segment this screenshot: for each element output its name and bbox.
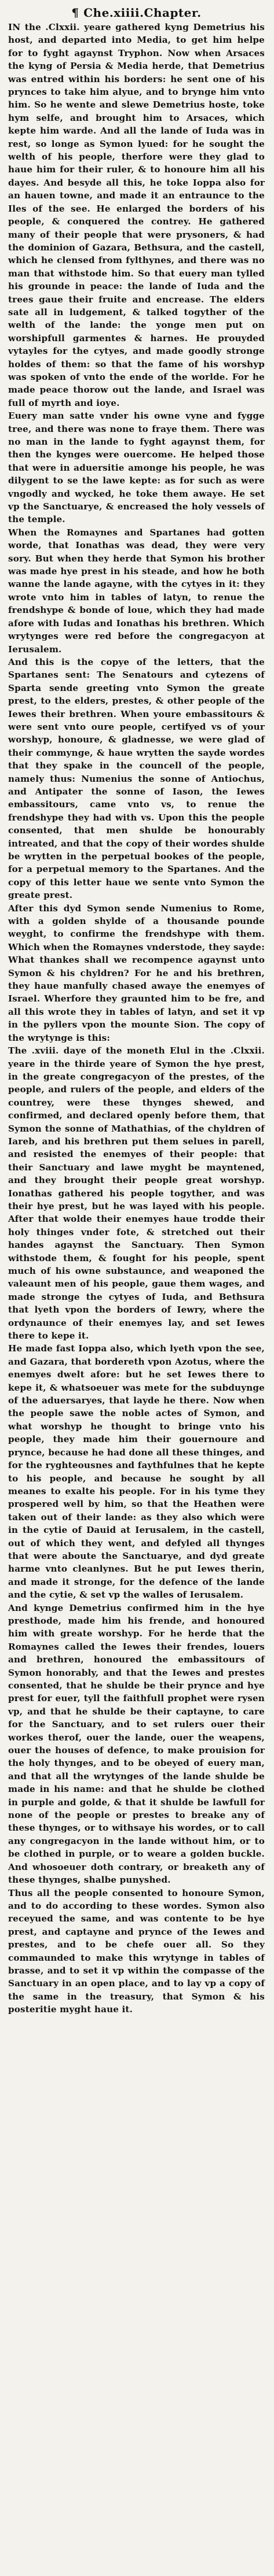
paragraph: The .xviii. daye of the moneth Elul in the .Clxxii. yeare in the thirde yeare of Symon the hye prest, in the greate congregacyon of the prestes, of the people, and rulers of the people, and elders of the countrey, were these thynges shewed, and confirmed, and declared openly before them, that Symon the sonne of Mathathias, of the chyldren of Iareb, and his brethren put them selues in parell, and resisted the enemyes of their people: that their Sanctuary and lawe myght be mayntened, and they brought their people great worshyp. Ionathas gathered his people togyther, and was their hye prest, but he was layed with his people. After that wolde their enemyes haue trodde their holy thinges vnder fote, & stretched out their handes agaynst the Sanctuary. Then Symon withstode them, & fought for his people, spent much of his owne substaunce, and weaponed the valeaunt men of his people, gaue them wages, and made stronge the cytyes of Iuda, and Bethsura that lyeth vpon the borders of Iewry, where the ordynaunce of their enemyes lay, and set Iewes there to kepe it. (8, 1045, 265, 1341)
paragraph: When the Romaynes and Spartanes had gotten worde, that Ionathas was dead, they were very sory. But when they herde that Symon his brother was made hye prest in his steade, and how he both wanne the lande agayne, with the cytyes in it: they wrote vnto him in tables of latyn, to renue the frendshype & bonde of loue, which they had made afore with Iudas and Ionathas his brethren. Which wrytynges were red before the congregacyon at Ierusalem. (8, 527, 265, 655)
paragraph: Thus all the people consented to honoure Symon, and to do according to these wordes. Symon also receyued the same, and was contente to be hye prest, and captayne and prynce of the Iewes and prestes, and to be chefe ouer all. So they commaunded to make this wrytynge in tables of brasse, and to set it vp within the compasse of the Sanctuary in an open place, and to lay vp a copy of the same in the treasury, that Symon & his posteritie myght haue it. (8, 1887, 265, 2015)
paragraph: After this dyd Symon sende Numenius to Rome, with a golden shylde of a thousande pounde weyght, to confirme the frendshype with them. Which when the Romaynes vnderstode, they sayde: What thankes shall we recompence agaynst unto Symon & his chyldren? For he and his brethren, they haue manfully chased awaye the enemyes of Israel. Wherfore they graunted him to be fre, and all this wrote they in tables of latyn, and set it vp in the pyllers vpon the mounte Sion. The copy of the wrytynge is this: (8, 903, 265, 1043)
paragraph: And this is the copye of the letters, that the Spartanes sent: The Senatours and cytezens of Sparta sende greeting vnto Symon the greate prest, to the elders, prestes, & other people of the Iewes their brethren. When youre embassitours & were sent vnto oure people, certifyed vs of your worshyp, honoure, & gladnesse, we were glad of their commynge, & haue wrytten the sayde wordes that they spake in the councell of the people, namely thus: Numenius the sonne of Antiochus, and Antipater the sonne of Iason, the Iewes embassitours, came vnto vs, to renue the frendshype they had with vs. Upon this the people consented, that men shulde be honourably intreated, and that the copy of their wordes shulde be wrytten in the perpetual bookes of the people, for a perpetual memory to the Spartanes. And the copy of this letter haue we sente vnto Symon the greate prest. (8, 656, 265, 901)
chapter-heading: ¶ Che.xiiii.Chapter. (71, 6, 202, 20)
paragraph: Euery man satte vnder his owne vyne and fygge tree, and there was none to fraye them. There was no man in the lande to fyght agaynst them, for then the kynges were ouercome. He helped those that were in aduersitie amonge his people, he was dilygent to se the lawe kepte: as for such as were vngodly and wycked, he toke them awaye. He set vp the Sanctuarye, & encreased the holy vessels of the temple. (8, 411, 265, 525)
paragraph: IN the .Clxxii. yeare gathered kyng Demetrius his host, and departed into Media, to get him helpe for to fyght agaynst Tryphon. Now when Arsaces the kyng of Persia & Media herde, that Demetrius was entred within his borders: he sent one of his prynces to take him alyue, and to brynge him vnto him. So he wente and slewe Demetrius hoste, toke hym selfe, and brought him to Arsaces, which kepte him warde. And all the lande of Iuda was in rest, so longe as Symon lyued: for he sought the welth of his people, therfore were they glad to haue him for their ruler, & to honoure him all his dayes. And besyde all this, he toke Ioppa also for an hauen towne, and made it an entraunce to the Iles of the see. He enlarged the borders of his people, & conquered the contrey. He gathered many of their people that were prysoners, & had the dominion of Gazara, Bethsura, and the castell, which he clensed from fylthynes, and there was no man that withstode him. So that euery man tylled his grounde in peace: the lande of Iuda and the trees gaue their fruite and encrease. The elders sate all in ludgement, & talked togyther of the welth of the lande: the yonge men put on worshipfull garmentes & harnes. He prouyded vytayles for the cytyes, and made goodly stronge holdes of them: so that the fame of his worshyp was spoken of vnto the ende of the worlde. For he made peace thorow out the lande, and Israel was full of myrth and ioye. (8, 22, 265, 408)
paragraph: He made fast Ioppa also, which lyeth vpon the see, and Gazara, that bordereth vpon Azotus, where the enemyes dwelt afore: but he set Iewes there to kepe it, & whatsoeuer was mete for the subduynge of the aduersaryes, that layde he there. Now when the people sawe the noble actes of Symon, and what worshyp he thought to bringe vnto his people, they made him their gouernoure and prynce, because he had done all these thinges, and for the ryghteousnes and faythfulnes that he kepte to his people, and because he sought by all meanes to exalte his people. For in his tyme they prospered well by him, so that the Heathen were taken out of their lande: as they also which were in the cytie of Dauid at Ierusalem, in the castell, out of which they went, and defyled all thynges that were aboute the Sanctuarye, and dyd greate harme vnto cleanlynes. But he put Iewes therin, and made it stronge, for the defence of the lande and the cytie, & set vp the walles of Ierusalem. (8, 1343, 265, 1601)
paragraph: And kynge Demetrius confirmed him in the hye presthode, made him his frende, and honoured him with greate worshyp. For he herde that the Romaynes called the Iewes their frendes, louers and brethren, honoured the embassitours of Symon honorably, and that the Iewes and prestes consented, that he shulde be their prynce and hye prest for euer, tyll the faithfull prophet were rysen vp, and that he shulde be their captayne, to care for the Sanctuary, and to set rulers ouer their workes therof, ouer the lande, ouer the weapens, ouer the houses of defence, to make prouision for the holy thynges, and to be obeyed of euery man, and that all the wrytynges of the lande shulde be made in his name: and that he shulde be clothed in purple and golde, & that it shulde be lawfull for none of the people or prestes to breake any of these thynges, or to withsaye his wordes, or to call any congregacyon in the lande without him, or to be clothed in purple, or to weare a golden buckle. And whosoeuer doth contrary, or breaketh any of these thynges, shalbe punyshed. (8, 1602, 265, 1886)
